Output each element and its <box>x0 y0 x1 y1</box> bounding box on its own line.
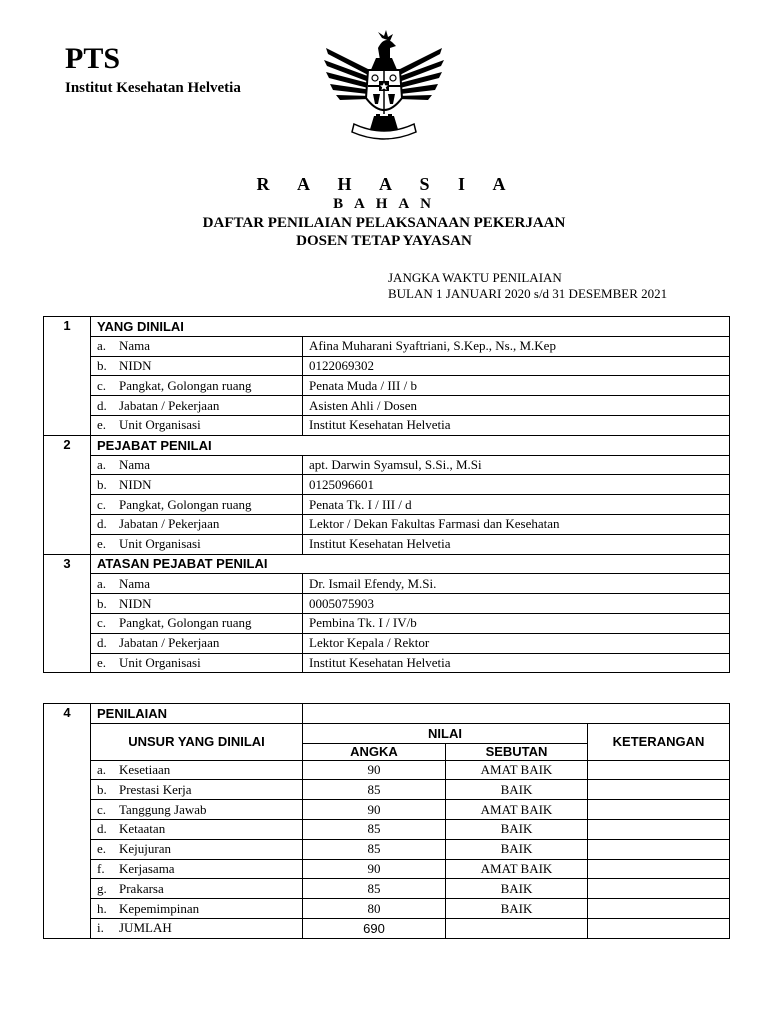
table-row <box>44 376 730 396</box>
keterangan-column-header: KETERANGAN <box>588 723 730 760</box>
total-label: JUMLAH <box>119 920 172 936</box>
criterion-cell <box>91 839 303 859</box>
criterion-label: Kerjasama <box>119 860 175 876</box>
field-label: Nama <box>119 338 151 354</box>
sebutan-value: AMAT BAIK <box>446 800 588 820</box>
field-label-cell <box>91 514 303 534</box>
document-title: DAFTAR PENILAIAN PELAKSANAAN PEKERJAAN <box>202 215 566 231</box>
table-row <box>44 594 730 614</box>
section-number: 4 <box>44 704 91 939</box>
section-title: PEJABAT PENILAI <box>91 435 730 455</box>
field-label: NIDN <box>119 476 152 492</box>
section-title: PENILAIAN <box>91 704 303 724</box>
section-title: YANG DINILAI <box>91 317 730 337</box>
angka-value: 85 <box>303 879 446 899</box>
unsur-column-header: UNSUR YANG DINILAI <box>91 723 303 760</box>
keterangan-value <box>588 800 730 820</box>
section-header-row <box>44 435 730 455</box>
row-letter: b. <box>97 476 107 492</box>
row-letter: g. <box>97 880 107 896</box>
field-value: Institut Kesehatan Helvetia <box>303 653 730 673</box>
field-value: Lektor Kepala / Rektor <box>303 633 730 653</box>
criterion-label: Kejujuran <box>119 841 171 857</box>
total-row <box>44 918 730 938</box>
criterion-cell <box>91 819 303 839</box>
row-letter: a. <box>97 338 107 354</box>
field-label: Jabatan / Pekerjaan <box>119 516 220 532</box>
row-letter: d. <box>97 516 107 532</box>
criterion-label: Tanggung Jawab <box>119 801 207 817</box>
field-label-cell <box>91 534 303 554</box>
field-value: Asisten Ahli / Dosen <box>303 396 730 416</box>
field-label-cell <box>91 376 303 396</box>
sebutan-value: BAIK <box>446 899 588 919</box>
sebutan-value: BAIK <box>446 780 588 800</box>
field-value: Afina Muharani Syaftriani, S.Kep., Ns., M.Kep <box>303 336 730 356</box>
field-label-cell <box>91 613 303 633</box>
keterangan-value <box>588 899 730 919</box>
field-label: Unit Organisasi <box>119 536 201 552</box>
row-letter: c. <box>97 377 107 393</box>
row-letter: b. <box>97 595 107 611</box>
field-label: Unit Organisasi <box>119 654 201 670</box>
sebutan-value: BAIK <box>446 839 588 859</box>
table-row <box>44 415 730 435</box>
table-row <box>44 455 730 475</box>
criterion-cell <box>91 780 303 800</box>
section-header-row <box>44 317 730 337</box>
criterion-label: Prestasi Kerja <box>119 781 192 797</box>
field-label: Nama <box>119 575 151 591</box>
row-letter: c. <box>97 496 107 512</box>
angka-value: 90 <box>303 800 446 820</box>
field-value: Pembina Tk. I / IV/b <box>303 613 730 633</box>
field-label: Jabatan / Pekerjaan <box>119 397 220 413</box>
assessment-table <box>43 703 730 939</box>
row-letter: d. <box>97 397 107 413</box>
row-letter: b. <box>97 357 107 373</box>
pts-heading: PTS <box>65 42 121 75</box>
criterion-cell <box>91 899 303 919</box>
nilai-column-header: NILAI <box>303 723 588 743</box>
field-label: Pangkat, Golongan ruang <box>119 615 252 631</box>
keterangan-value <box>588 760 730 780</box>
table-row <box>44 396 730 416</box>
angka-value: 90 <box>303 859 446 879</box>
field-value: Lektor / Dekan Fakultas Farmasi dan Kesehatan <box>303 514 730 534</box>
field-value: 0005075903 <box>303 594 730 614</box>
total-angka-value: 690 <box>303 918 446 938</box>
row-letter: i. <box>97 920 104 936</box>
row-letter: d. <box>97 821 107 837</box>
identity-table <box>43 316 730 673</box>
field-label-cell <box>91 415 303 435</box>
institution-name: Institut Kesehatan Helvetia <box>65 80 241 96</box>
field-label: Pangkat, Golongan ruang <box>119 377 252 393</box>
field-value: Dr. Ismail Efendy, M.Si. <box>303 574 730 594</box>
table-row <box>44 899 730 919</box>
table-row <box>44 514 730 534</box>
angka-value: 85 <box>303 839 446 859</box>
table-row <box>44 475 730 495</box>
table-row <box>44 800 730 820</box>
column-header-row <box>44 723 730 743</box>
criterion-label: Kepemimpinan <box>119 900 200 916</box>
keterangan-value <box>588 879 730 899</box>
period-label: JANGKA WAKTU PENILAIAN <box>388 270 562 285</box>
row-letter: h. <box>97 900 107 916</box>
field-label: Jabatan / Pekerjaan <box>119 635 220 651</box>
table-row <box>44 534 730 554</box>
field-label-cell <box>91 475 303 495</box>
bahan-label: B A H A N <box>333 196 435 212</box>
sebutan-column-header: SEBUTAN <box>446 743 588 760</box>
table-row <box>44 839 730 859</box>
table-row <box>44 653 730 673</box>
criterion-label: Kesetiaan <box>119 761 171 777</box>
angka-value: 90 <box>303 760 446 780</box>
table-row <box>44 879 730 899</box>
row-letter: b. <box>97 781 107 797</box>
section-header-row <box>44 554 730 574</box>
garuda-emblem-icon <box>318 28 450 148</box>
row-letter: c. <box>97 615 107 631</box>
criterion-cell <box>91 879 303 899</box>
field-value: Institut Kesehatan Helvetia <box>303 534 730 554</box>
row-letter: e. <box>97 654 107 670</box>
row-letter: e. <box>97 417 107 433</box>
section-number: 1 <box>44 317 91 436</box>
field-label-cell <box>91 574 303 594</box>
field-label-cell <box>91 653 303 673</box>
field-label-cell <box>91 594 303 614</box>
criterion-label: Prakarsa <box>119 880 164 896</box>
section-title: ATASAN PEJABAT PENILAI <box>91 554 730 574</box>
table-row <box>44 859 730 879</box>
section-header-row <box>44 704 730 724</box>
angka-column-header: ANGKA <box>303 743 446 760</box>
table-row <box>44 613 730 633</box>
table-row <box>44 760 730 780</box>
sebutan-value: AMAT BAIK <box>446 760 588 780</box>
row-letter: e. <box>97 536 107 552</box>
field-label-cell <box>91 633 303 653</box>
keterangan-value <box>588 839 730 859</box>
table-row <box>44 633 730 653</box>
document-subtitle: DOSEN TETAP YAYASAN <box>296 233 472 249</box>
row-letter: a. <box>97 575 107 591</box>
section-number: 2 <box>44 435 91 554</box>
row-letter: d. <box>97 635 107 651</box>
field-value: Penata Muda / III / b <box>303 376 730 396</box>
row-letter: a. <box>97 761 107 777</box>
field-label: Unit Organisasi <box>119 417 201 433</box>
total-sebutan-value <box>446 918 588 938</box>
sebutan-value: BAIK <box>446 879 588 899</box>
keterangan-value <box>588 859 730 879</box>
field-label-cell <box>91 336 303 356</box>
field-value: 0125096601 <box>303 475 730 495</box>
table-row <box>44 336 730 356</box>
field-label-cell <box>91 455 303 475</box>
keterangan-value <box>588 819 730 839</box>
criterion-cell <box>91 918 303 938</box>
blank-cell <box>303 704 730 724</box>
field-label-cell <box>91 356 303 376</box>
field-label-cell <box>91 396 303 416</box>
field-value: apt. Darwin Syamsul, S.Si., M.Si <box>303 455 730 475</box>
section-number: 3 <box>44 554 91 673</box>
criterion-cell <box>91 859 303 879</box>
rahasia-label: R A H A S I A <box>256 174 518 194</box>
field-label: NIDN <box>119 357 152 373</box>
table-row <box>44 356 730 376</box>
table-row <box>44 495 730 515</box>
row-letter: e. <box>97 841 107 857</box>
keterangan-value <box>588 780 730 800</box>
field-label: Nama <box>119 456 151 472</box>
sebutan-value: AMAT BAIK <box>446 859 588 879</box>
table-row <box>44 574 730 594</box>
row-letter: c. <box>97 801 107 817</box>
angka-value: 85 <box>303 780 446 800</box>
field-value: Penata Tk. I / III / d <box>303 495 730 515</box>
angka-value: 80 <box>303 899 446 919</box>
table-row <box>44 819 730 839</box>
field-value: Institut Kesehatan Helvetia <box>303 415 730 435</box>
field-label: Pangkat, Golongan ruang <box>119 496 252 512</box>
angka-value: 85 <box>303 819 446 839</box>
total-keterangan-value <box>588 918 730 938</box>
field-value: 0122069302 <box>303 356 730 376</box>
sebutan-value: BAIK <box>446 819 588 839</box>
criterion-cell <box>91 800 303 820</box>
field-label: NIDN <box>119 595 152 611</box>
table-row <box>44 780 730 800</box>
criterion-cell <box>91 760 303 780</box>
criterion-label: Ketaatan <box>119 821 166 837</box>
period-value: BULAN 1 JANUARI 2020 s/d 31 DESEMBER 2021 <box>388 286 668 301</box>
field-label-cell <box>91 495 303 515</box>
row-letter: a. <box>97 456 107 472</box>
row-letter: f. <box>97 860 105 876</box>
